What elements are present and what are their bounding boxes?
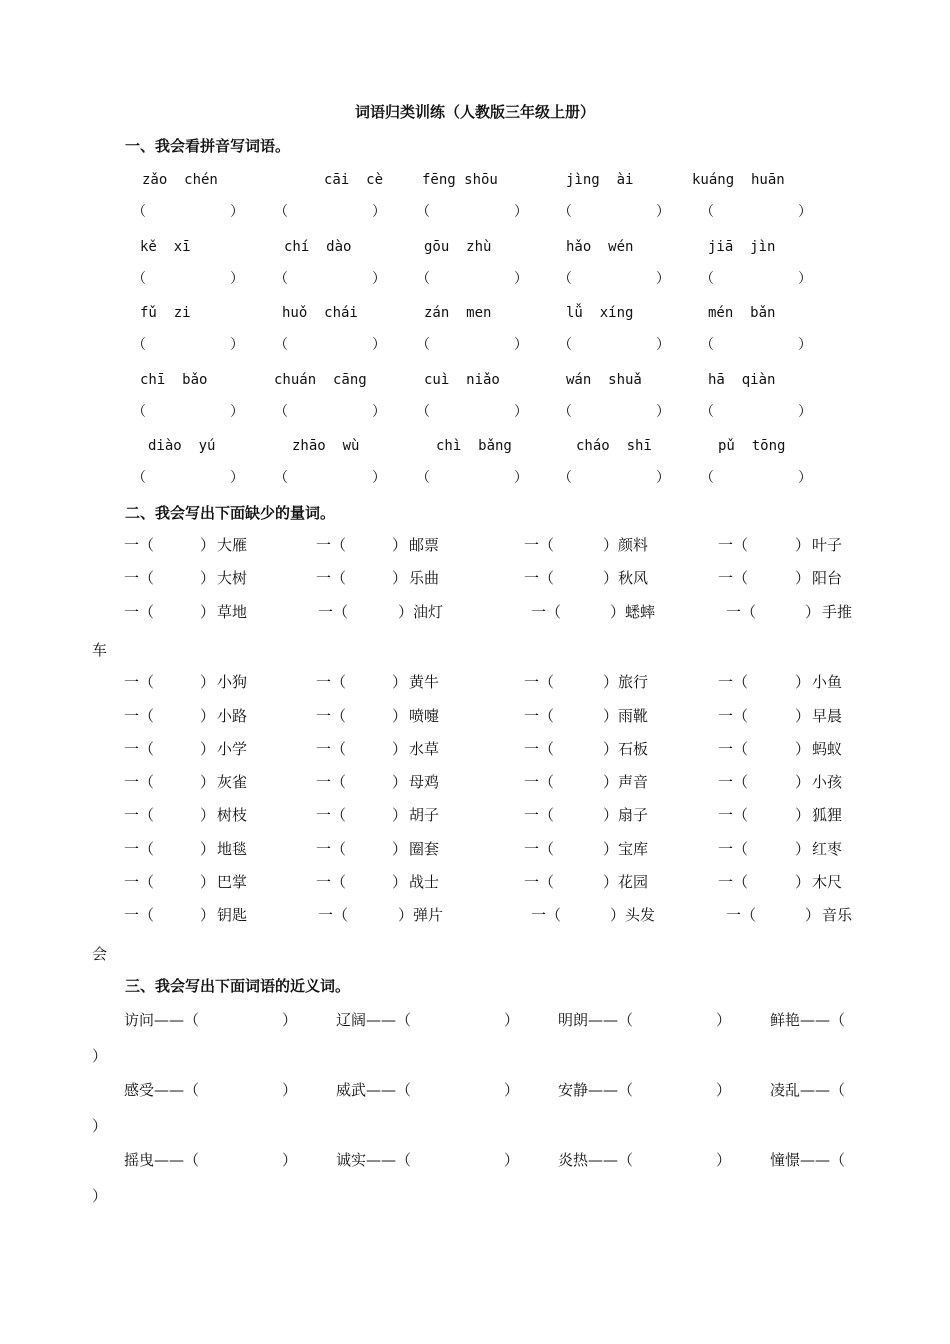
- synonym-word: 明朗: [558, 1011, 589, 1029]
- noun-word: 钥匙: [217, 906, 248, 924]
- measure-prefix: 一（: [531, 603, 562, 621]
- dash-open: ——（: [588, 1151, 634, 1169]
- noun-word: 地毯: [217, 840, 248, 858]
- close-paren: ）: [372, 404, 386, 420]
- synonym-word: 访问: [124, 1011, 155, 1029]
- measure-prefix: 一（: [318, 603, 349, 621]
- open-paren: （: [274, 337, 288, 353]
- noun-word: 圈套: [409, 840, 440, 858]
- dash-open: ——（: [154, 1011, 200, 1029]
- close-paren: ）: [392, 806, 408, 824]
- noun-word: 邮票: [409, 536, 440, 554]
- synonym-word: 安静: [558, 1081, 589, 1099]
- close-paren: ）: [92, 1117, 108, 1135]
- answer-blank[interactable]: [700, 202, 812, 222]
- pinyin-label: fēng shōu: [422, 172, 498, 188]
- noun-word: 树枝: [217, 806, 248, 824]
- close-paren: ）: [392, 873, 408, 891]
- close-paren: ）: [798, 271, 812, 287]
- close-paren: ）: [795, 673, 811, 691]
- close-paren: ）: [514, 337, 528, 353]
- pinyin-label: zán men: [424, 305, 492, 321]
- measure-prefix: 一（: [718, 740, 749, 758]
- answer-blank[interactable]: [274, 402, 386, 422]
- close-paren: ）: [716, 1011, 732, 1029]
- pinyin-label: cāi cè: [324, 172, 384, 188]
- close-paren: ）: [200, 873, 216, 891]
- measure-prefix: 一（: [524, 707, 555, 725]
- close-paren: ）: [200, 906, 216, 924]
- dash-open: ——（: [800, 1081, 846, 1099]
- close-paren: ）: [603, 806, 619, 824]
- open-paren: （: [274, 470, 288, 486]
- close-paren: ）: [392, 536, 408, 554]
- answer-blank[interactable]: [132, 335, 244, 355]
- close-paren: ）: [392, 840, 408, 858]
- measure-prefix: 一（: [316, 806, 347, 824]
- noun-word: 黄牛: [409, 673, 440, 691]
- close-paren: ）: [603, 673, 619, 691]
- close-paren: ）: [200, 673, 216, 691]
- noun-word: 颜料: [618, 536, 649, 554]
- noun-word: 灰雀: [217, 773, 248, 791]
- answer-blank[interactable]: [132, 402, 244, 422]
- section3-heading: 三、我会写出下面词语的近义词。: [125, 977, 351, 995]
- noun-word: 巴掌: [217, 873, 248, 891]
- open-paren: （: [416, 271, 430, 287]
- open-paren: （: [558, 271, 572, 287]
- noun-word: 胡子: [409, 806, 440, 824]
- open-paren: （: [274, 404, 288, 420]
- measure-prefix: 一（: [316, 873, 347, 891]
- open-paren: （: [700, 404, 714, 420]
- answer-blank[interactable]: [558, 402, 670, 422]
- close-paren: ）: [798, 404, 812, 420]
- synonym-word: 炎热: [558, 1151, 589, 1169]
- measure-prefix: 一（: [316, 840, 347, 858]
- answer-blank[interactable]: [558, 468, 670, 488]
- measure-prefix: 一（: [124, 569, 155, 587]
- noun-word: 秋风: [618, 569, 649, 587]
- close-paren: ）: [805, 906, 821, 924]
- noun-word: 石板: [618, 740, 649, 758]
- close-paren: ）: [200, 569, 216, 587]
- close-paren: ）: [603, 873, 619, 891]
- pinyin-label: kuáng huān: [692, 172, 785, 188]
- open-paren: （: [274, 204, 288, 220]
- noun-word: 音乐: [822, 906, 853, 924]
- close-paren: ）: [656, 470, 670, 486]
- close-paren: ）: [603, 569, 619, 587]
- close-paren: ）: [504, 1081, 520, 1099]
- measure-prefix: 一（: [316, 773, 347, 791]
- answer-blank[interactable]: [274, 269, 386, 289]
- close-paren: ）: [514, 204, 528, 220]
- answer-blank[interactable]: [416, 269, 528, 289]
- measure-prefix: 一（: [718, 873, 749, 891]
- measure-prefix: 一（: [718, 840, 749, 858]
- pinyin-label: hǎo wén: [566, 239, 634, 255]
- answer-blank[interactable]: [416, 468, 528, 488]
- answer-blank[interactable]: [132, 269, 244, 289]
- close-paren: ）: [92, 1187, 108, 1205]
- close-paren: ）: [603, 740, 619, 758]
- dash-open: ——（: [588, 1081, 634, 1099]
- synonym-word: 诚实: [336, 1151, 367, 1169]
- close-paren: ）: [398, 603, 414, 621]
- close-paren: ）: [392, 740, 408, 758]
- measure-prefix: 一（: [531, 906, 562, 924]
- noun-word: 手推: [822, 603, 853, 621]
- close-paren: ）: [656, 204, 670, 220]
- measure-prefix: 一（: [124, 806, 155, 824]
- measure-prefix: 一（: [124, 707, 155, 725]
- close-paren: ）: [603, 773, 619, 791]
- noun-word: 木尺: [812, 873, 843, 891]
- open-paren: （: [132, 470, 146, 486]
- noun-word: 狐狸: [812, 806, 843, 824]
- measure-prefix: 一（: [524, 740, 555, 758]
- close-paren: ）: [200, 707, 216, 725]
- dash-open: ——（: [154, 1151, 200, 1169]
- close-paren: ）: [610, 603, 626, 621]
- pinyin-label: diào yú: [148, 438, 216, 454]
- noun-word: 油灯: [413, 603, 444, 621]
- dash-open: ——（: [800, 1151, 846, 1169]
- noun-word: 蟋蟀: [625, 603, 656, 621]
- measure-prefix: 一（: [124, 840, 155, 858]
- close-paren: ）: [656, 404, 670, 420]
- close-paren: ）: [795, 773, 811, 791]
- close-paren: ）: [795, 569, 811, 587]
- close-paren: ）: [372, 337, 386, 353]
- open-paren: （: [416, 470, 430, 486]
- pinyin-label: chuán cāng: [274, 372, 367, 388]
- open-paren: （: [132, 404, 146, 420]
- close-paren: ）: [230, 271, 244, 287]
- pinyin-label: cuì niǎo: [424, 372, 500, 388]
- answer-blank[interactable]: [274, 202, 386, 222]
- dash-open: ——（: [366, 1081, 412, 1099]
- measure-prefix: 一（: [318, 906, 349, 924]
- open-paren: （: [558, 337, 572, 353]
- close-paren: ）: [282, 1011, 298, 1029]
- measure-prefix: 一（: [316, 740, 347, 758]
- noun-word: 弹片: [413, 906, 444, 924]
- close-paren: ）: [200, 603, 216, 621]
- noun-word: 小鱼: [812, 673, 843, 691]
- section2-heading: 二、我会写出下面缺少的量词。: [125, 504, 336, 522]
- close-paren: ）: [716, 1151, 732, 1169]
- open-paren: （: [700, 271, 714, 287]
- pinyin-label: pǔ tōng: [718, 438, 786, 454]
- measure-prefix: 一（: [524, 806, 555, 824]
- pinyin-label: lǚ xíng: [566, 305, 634, 321]
- answer-blank[interactable]: [132, 468, 244, 488]
- close-paren: ）: [610, 906, 626, 924]
- answer-blank[interactable]: [274, 468, 386, 488]
- close-paren: ）: [514, 470, 528, 486]
- noun-word: 乐曲: [409, 569, 440, 587]
- close-paren: ）: [798, 204, 812, 220]
- measure-prefix: 一（: [124, 740, 155, 758]
- measure-prefix: 一（: [726, 603, 757, 621]
- close-paren: ）: [603, 536, 619, 554]
- open-paren: （: [558, 404, 572, 420]
- synonym-word: 憧憬: [770, 1151, 801, 1169]
- noun-word: 旅行: [618, 673, 649, 691]
- noun-word: 喷嚏: [409, 707, 440, 725]
- measure-prefix: 一（: [124, 773, 155, 791]
- close-paren: ）: [504, 1011, 520, 1029]
- noun-word: 大树: [217, 569, 248, 587]
- pinyin-label: jìng ài: [566, 172, 634, 188]
- pinyin-label: huǒ chái: [282, 305, 358, 321]
- measure-prefix: 一（: [524, 873, 555, 891]
- answer-blank[interactable]: [416, 402, 528, 422]
- measure-prefix: 一（: [124, 536, 155, 554]
- close-paren: ）: [200, 773, 216, 791]
- open-paren: （: [700, 470, 714, 486]
- noun-word: 小路: [217, 707, 248, 725]
- answer-blank[interactable]: [700, 402, 812, 422]
- synonym-word: 摇曳: [124, 1151, 155, 1169]
- pinyin-label: mén bǎn: [708, 305, 776, 321]
- noun-word: 红枣: [812, 840, 843, 858]
- close-paren: ）: [200, 740, 216, 758]
- noun-word: 大雁: [217, 536, 248, 554]
- close-paren: ）: [795, 840, 811, 858]
- measure-prefix: 一（: [524, 840, 555, 858]
- noun-word: 扇子: [618, 806, 649, 824]
- measure-prefix: 一（: [524, 673, 555, 691]
- pinyin-label: jiā jìn: [708, 239, 776, 255]
- close-paren: ）: [603, 840, 619, 858]
- close-paren: ）: [656, 337, 670, 353]
- open-paren: （: [416, 337, 430, 353]
- close-paren: ）: [200, 840, 216, 858]
- measure-prefix: 一（: [718, 707, 749, 725]
- close-paren: ）: [92, 1047, 108, 1065]
- measure-prefix: 一（: [124, 673, 155, 691]
- wrap-text-1: 车: [92, 641, 108, 659]
- measure-prefix: 一（: [718, 673, 749, 691]
- pinyin-label: chī bǎo: [140, 372, 208, 388]
- noun-word: 草地: [217, 603, 248, 621]
- pinyin-label: cháo shī: [576, 438, 652, 454]
- close-paren: ）: [372, 271, 386, 287]
- close-paren: ）: [372, 204, 386, 220]
- pinyin-label: fǔ zi: [140, 305, 191, 321]
- measure-prefix: 一（: [524, 536, 555, 554]
- close-paren: ）: [398, 906, 414, 924]
- close-paren: ）: [603, 707, 619, 725]
- pinyin-label: hā qiàn: [708, 372, 776, 388]
- measure-prefix: 一（: [124, 873, 155, 891]
- pinyin-label: zǎo chén: [142, 172, 218, 188]
- close-paren: ）: [795, 536, 811, 554]
- answer-blank[interactable]: [558, 202, 670, 222]
- open-paren: （: [274, 271, 288, 287]
- pinyin-label: chí dào: [284, 239, 352, 255]
- noun-word: 花园: [618, 873, 649, 891]
- close-paren: ）: [282, 1081, 298, 1099]
- close-paren: ）: [795, 740, 811, 758]
- answer-blank[interactable]: [416, 335, 528, 355]
- measure-prefix: 一（: [316, 673, 347, 691]
- noun-word: 叶子: [812, 536, 843, 554]
- pinyin-label: gōu zhù: [424, 239, 492, 255]
- noun-word: 水草: [409, 740, 440, 758]
- pinyin-label: chì bǎng: [436, 438, 512, 454]
- measure-prefix: 一（: [316, 707, 347, 725]
- close-paren: ）: [795, 873, 811, 891]
- close-paren: ）: [716, 1081, 732, 1099]
- measure-prefix: 一（: [726, 906, 757, 924]
- close-paren: ）: [514, 404, 528, 420]
- synonym-word: 凌乱: [770, 1081, 801, 1099]
- noun-word: 蚂蚁: [812, 740, 843, 758]
- measure-prefix: 一（: [524, 569, 555, 587]
- close-paren: ）: [230, 204, 244, 220]
- close-paren: ）: [372, 470, 386, 486]
- answer-blank[interactable]: [132, 202, 244, 222]
- dash-open: ——（: [800, 1011, 846, 1029]
- noun-word: 头发: [625, 906, 656, 924]
- close-paren: ）: [392, 673, 408, 691]
- dash-open: ——（: [588, 1011, 634, 1029]
- open-paren: （: [700, 337, 714, 353]
- pinyin-label: wán shuǎ: [566, 372, 642, 388]
- noun-word: 母鸡: [409, 773, 440, 791]
- synonym-word: 鲜艳: [770, 1011, 801, 1029]
- close-paren: ）: [230, 404, 244, 420]
- page-title: 词语归类训练（人教版三年级上册）: [354, 103, 595, 121]
- answer-blank[interactable]: [700, 468, 812, 488]
- noun-word: 小狗: [217, 673, 248, 691]
- close-paren: ）: [200, 806, 216, 824]
- noun-word: 小学: [217, 740, 248, 758]
- close-paren: ）: [392, 773, 408, 791]
- open-paren: （: [558, 204, 572, 220]
- measure-prefix: 一（: [718, 806, 749, 824]
- open-paren: （: [416, 204, 430, 220]
- close-paren: ）: [798, 337, 812, 353]
- answer-blank[interactable]: [558, 335, 670, 355]
- noun-word: 宝库: [618, 840, 649, 858]
- dash-open: ——（: [366, 1151, 412, 1169]
- open-paren: （: [132, 271, 146, 287]
- noun-word: 早晨: [812, 707, 843, 725]
- answer-blank[interactable]: [558, 269, 670, 289]
- open-paren: （: [416, 404, 430, 420]
- close-paren: ）: [392, 707, 408, 725]
- pinyin-label: zhāo wù: [292, 438, 360, 454]
- close-paren: ）: [805, 603, 821, 621]
- close-paren: ）: [230, 470, 244, 486]
- dash-open: ——（: [366, 1011, 412, 1029]
- measure-prefix: 一（: [718, 569, 749, 587]
- measure-prefix: 一（: [124, 906, 155, 924]
- close-paren: ）: [514, 271, 528, 287]
- close-paren: ）: [656, 271, 670, 287]
- open-paren: （: [132, 204, 146, 220]
- measure-prefix: 一（: [316, 569, 347, 587]
- measure-prefix: 一（: [524, 773, 555, 791]
- section1-heading: 一、我会看拼音写词语。: [125, 137, 291, 155]
- measure-prefix: 一（: [718, 773, 749, 791]
- close-paren: ）: [504, 1151, 520, 1169]
- answer-blank[interactable]: [416, 202, 528, 222]
- close-paren: ）: [230, 337, 244, 353]
- noun-word: 战士: [409, 873, 440, 891]
- synonym-word: 辽阔: [336, 1011, 367, 1029]
- open-paren: （: [558, 470, 572, 486]
- noun-word: 雨靴: [618, 707, 649, 725]
- pinyin-label: kě xī: [140, 239, 191, 255]
- open-paren: （: [132, 337, 146, 353]
- noun-word: 阳台: [812, 569, 843, 587]
- noun-word: 小孩: [812, 773, 843, 791]
- noun-word: 声音: [618, 773, 649, 791]
- measure-prefix: 一（: [124, 603, 155, 621]
- wrap-text-2: 会: [92, 945, 108, 963]
- close-paren: ）: [392, 569, 408, 587]
- answer-blank[interactable]: [274, 335, 386, 355]
- close-paren: ）: [798, 470, 812, 486]
- answer-blank[interactable]: [700, 269, 812, 289]
- answer-blank[interactable]: [700, 335, 812, 355]
- close-paren: ）: [795, 707, 811, 725]
- synonym-word: 威武: [336, 1081, 367, 1099]
- open-paren: （: [700, 204, 714, 220]
- measure-prefix: 一（: [316, 536, 347, 554]
- close-paren: ）: [200, 536, 216, 554]
- close-paren: ）: [282, 1151, 298, 1169]
- close-paren: ）: [795, 806, 811, 824]
- measure-prefix: 一（: [718, 536, 749, 554]
- dash-open: ——（: [154, 1081, 200, 1099]
- synonym-word: 感受: [124, 1081, 155, 1099]
